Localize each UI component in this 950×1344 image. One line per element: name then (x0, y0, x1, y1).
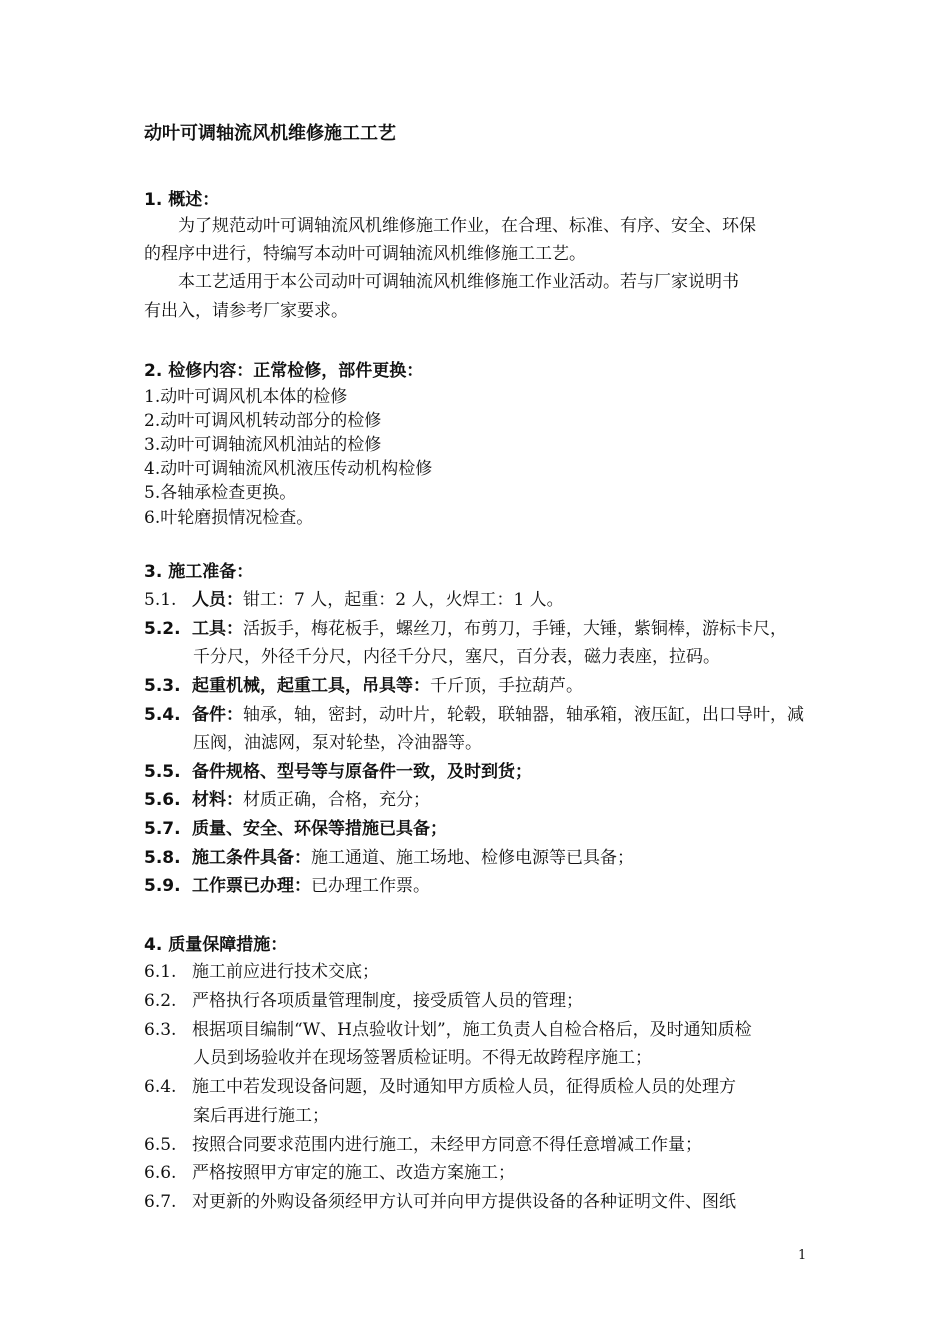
section-3-heading: 3. 施工准备： (144, 562, 254, 582)
item-text: 施工中若发现设备问题，及时通知甲方质检人员，征得质检人员的处理方 (192, 1077, 736, 1097)
item-text: 活扳手，梅花板手，螺丝刀，布剪刀，手锤，大锤，紫铜棒，游标卡尺， (243, 619, 787, 639)
page-number: 1 (798, 1248, 807, 1263)
list-item (144, 989, 583, 1013)
section-2-heading: 2. 检修内容：正常检修，部件更换： (144, 361, 424, 381)
item-number: 5.8. (144, 848, 181, 868)
list-item: 1.动叶可调风机本体的检修 (144, 387, 348, 407)
paragraph-line: 的程序中进行，特编写本动叶可调轴流风机维修施工工艺。 (144, 244, 586, 264)
item-text: 按照合同要求范围内进行施工，未经甲方同意不得任意增减工作量； (192, 1135, 702, 1155)
list-item (144, 674, 583, 698)
list-item (144, 1018, 752, 1042)
item-number: 6.3. (144, 1020, 177, 1040)
list-item (144, 1190, 736, 1214)
item-text: 施工前应进行技术交底； (192, 962, 379, 982)
list-item (144, 846, 634, 870)
list-item (144, 1133, 702, 1157)
item-number: 5.6. (144, 790, 181, 810)
list-item (144, 788, 430, 812)
list-item (144, 960, 379, 984)
list-item (144, 817, 447, 841)
item-label: 工具： (192, 619, 243, 639)
item-continuation: 压阀，油滤网，泵对轮垫，冷油器等。 (193, 733, 482, 753)
item-text: 对更新的外购设备须经甲方认可并向甲方提供设备的各种证明文件、图纸 (192, 1192, 736, 1212)
item-label: 施工条件具备： (192, 848, 311, 868)
paragraph-line: 有出入，请参考厂家要求。 (144, 301, 348, 321)
section-1-heading: 1. 概述： (144, 190, 220, 210)
item-text: 根据项目编制“W、H点验收计划”，施工负责人自检合格后，及时通知质检 (192, 1020, 752, 1040)
list-item: 4.动叶可调轴流风机液压传动机构检修 (144, 459, 433, 479)
item-text: 钳工：7 人，起重：2 人，火焊工：1 人。 (243, 590, 564, 610)
list-item: 3.动叶可调轴流风机油站的检修 (144, 435, 382, 455)
paragraph-line: 为了规范动叶可调轴流风机维修施工作业，在合理、标准、有序、安全、环保 (178, 216, 756, 236)
list-item (144, 760, 532, 784)
item-label: 材料： (192, 790, 243, 810)
list-item (144, 874, 430, 898)
list-item: 2.动叶可调风机转动部分的检修 (144, 411, 382, 431)
list-item (144, 1075, 736, 1099)
item-number: 5.9. (144, 876, 181, 896)
item-number: 6.2. (144, 991, 177, 1011)
item-text: 已办理工作票。 (311, 876, 430, 896)
list-item (144, 588, 564, 612)
list-item (144, 703, 804, 727)
list-item: 6.叶轮磨损情况检查。 (144, 508, 314, 528)
item-number: 5.3. (144, 676, 181, 696)
item-number: 5.2. (144, 619, 181, 639)
list-item: 5.各轴承检查更换。 (144, 483, 297, 503)
item-continuation: 千分尺，外径千分尺，内径千分尺，塞尺，百分表，磁力表座，拉码。 (193, 647, 720, 667)
document-title: 动叶可调轴流风机维修施工工艺 (144, 123, 396, 144)
item-label: 备件： (192, 705, 243, 725)
section-4-heading: 4. 质量保障措施： (144, 935, 288, 955)
item-label: 备件规格、型号等与原备件一致，及时到货； (192, 762, 532, 782)
item-number: 5.7. (144, 819, 181, 839)
item-text: 轴承，轴，密封，动叶片，轮毂，联轴器，轴承箱，液压缸，出口导叶，减 (243, 705, 804, 725)
item-text: 施工通道、施工场地、检修电源等已具备； (311, 848, 634, 868)
item-label: 人员： (192, 590, 243, 610)
item-number: 6.1. (144, 962, 177, 982)
paragraph-line: 本工艺适用于本公司动叶可调轴流风机维修施工作业活动。若与厂家说明书 (178, 272, 739, 292)
item-number: 5.4. (144, 705, 181, 725)
item-label: 工作票已办理： (192, 876, 311, 896)
item-number: 5.5. (144, 762, 181, 782)
item-number: 6.4. (144, 1077, 177, 1097)
item-text: 严格执行各项质量管理制度，接受质管人员的管理； (192, 991, 583, 1011)
item-label: 质量、安全、环保等措施已具备； (192, 819, 447, 839)
list-item (144, 617, 787, 641)
item-text: 千斤顶，手拉葫芦。 (430, 676, 583, 696)
list-item (144, 1161, 515, 1185)
item-number: 6.7. (144, 1192, 177, 1212)
item-continuation: 人员到场验收并在现场签署质检证明。不得无故跨程序施工； (193, 1048, 652, 1068)
item-label: 起重机械，起重工具，吊具等： (192, 676, 430, 696)
item-number: 6.6. (144, 1163, 177, 1183)
item-continuation: 案后再进行施工； (193, 1106, 329, 1126)
item-number: 5.1. (144, 590, 177, 610)
item-text: 材质正确，合格，充分； (243, 790, 430, 810)
item-text: 严格按照甲方审定的施工、改造方案施工； (192, 1163, 515, 1183)
item-number: 6.5. (144, 1135, 177, 1155)
